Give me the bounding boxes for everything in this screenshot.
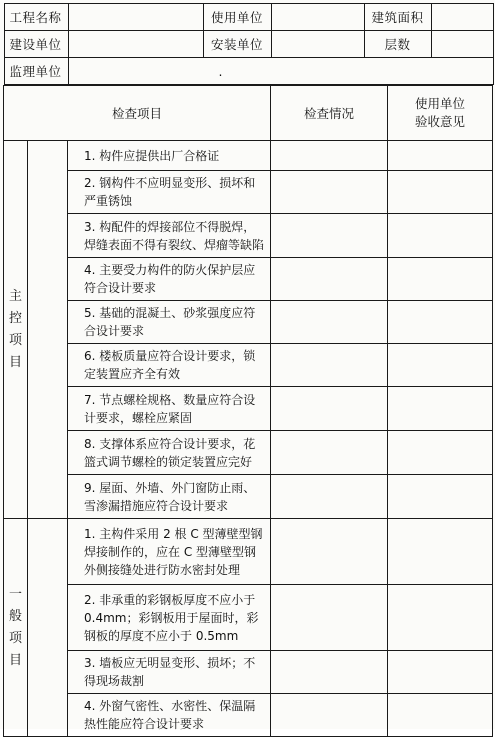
main-item-5: 5. 基础的混凝土、砂浆强度应符合设计要求 [68,301,271,344]
main-item-row [4,387,493,431]
main-item-7-opinion[interactable] [388,387,493,431]
main-item-2-status[interactable] [271,171,388,214]
supervision-unit-value: . [218,63,223,79]
construction-unit-field[interactable] [68,31,203,58]
main-item-3-status[interactable] [271,214,388,258]
column-item: 检查项目 [4,86,271,141]
column-header-row [4,86,493,141]
floors-field[interactable] [431,31,493,58]
user-unit-field[interactable] [271,4,364,31]
main-item-7: 7. 节点螺栓规格、数量应符合设计要求，螺栓应紧固 [68,387,271,431]
project-name-label: 工程名称 [4,4,68,31]
main-item-6: 6. 楼板质量应符合设计要求，锁定装置应齐全有效 [68,344,271,387]
general-category-spacer [28,519,68,737]
general-item-row [4,519,493,585]
general-item-2: 2. 非承重的彩钢板厚度不应小于 0.4mm；彩钢板用于屋面时，彩钢板的厚度不应小于 0.5mm [68,585,271,651]
main-item-row [4,431,493,475]
main-item-5-opinion[interactable] [388,301,493,344]
general-item-row [4,651,493,694]
main-item-2: 2. 钢构件不应明显变形、损坏和严重锈蚀 [68,171,271,214]
general-item-4: 4. 外窗气密性、水密性、保温隔热性能应符合设计要求 [68,694,271,737]
main-item-row [4,475,493,519]
floors-label: 层数 [364,31,431,58]
main-item-6-status[interactable] [271,344,388,387]
main-item-9: 9. 屋面、外墙、外门窗防止雨、雪渗漏措施应符合设计要求 [68,475,271,519]
column-status: 检查情况 [271,86,388,141]
main-category-spacer [28,141,68,519]
project-name-field[interactable] [68,4,203,31]
general-item-row [4,694,493,737]
construction-unit-label: 建设单位 [4,31,68,58]
main-item-row [4,344,493,387]
column-opinion-line1: 使用单位 [414,96,465,111]
supervision-unit-label: 监理单位 [4,58,68,85]
header-row-1 [4,3,493,86]
general-item-1-status[interactable] [271,519,388,585]
main-item-9-status[interactable] [271,475,388,519]
main-item-3: 3. 构配件的焊接部位不得脱焊，焊缝表面不得有裂纹、焊瘤等缺陷 [68,214,271,258]
main-item-5-status[interactable] [271,301,388,344]
main-item-1-status[interactable] [271,141,388,171]
main-category-label: 主控项目 [4,141,28,519]
building-area-label: 建筑面积 [364,4,431,31]
main-item-2-opinion[interactable] [388,171,493,214]
building-area-field[interactable] [431,4,493,31]
main-item-8-opinion[interactable] [388,431,493,475]
header-grid [4,3,494,85]
main-item-row [4,258,493,301]
main-item-4-status[interactable] [271,258,388,301]
general-item-4-opinion[interactable] [388,694,493,737]
general-item-2-status[interactable] [271,585,388,651]
main-item-8-status[interactable] [271,431,388,475]
install-unit-label: 安装单位 [203,31,271,58]
main-item-row [4,301,493,344]
main-item-row [4,141,493,171]
column-opinion-line2: 验收意见 [414,114,465,129]
install-unit-field[interactable] [271,31,364,58]
supervision-unit-field[interactable] [68,58,493,85]
main-item-1-opinion[interactable] [388,141,493,171]
general-item-3-status[interactable] [271,651,388,694]
main-item-7-status[interactable] [271,387,388,431]
acceptance-form-table [3,3,493,737]
user-unit-label: 使用单位 [203,4,271,31]
general-item-3: 3. 墙板应无明显变形、损坏；不得现场裁割 [68,651,271,694]
column-opinion [388,86,493,141]
general-item-1: 1. 主构件采用 2 根 C 型薄壁型钢焊接制作的，应在 C 型薄壁型钢外侧接缝处进行防水密封处理 [68,519,271,585]
main-item-1: 1. 构件应提供出厂合格证 [68,141,271,171]
main-item-4-opinion[interactable] [388,258,493,301]
main-item-3-opinion[interactable] [388,214,493,258]
general-category-label: 一般项目 [4,519,28,737]
general-item-4-status[interactable] [271,694,388,737]
main-item-4: 4. 主要受力构件的防火保护层应符合设计要求 [68,258,271,301]
main-item-row [4,171,493,214]
main-item-9-opinion[interactable] [388,475,493,519]
general-item-2-opinion[interactable] [388,585,493,651]
main-item-row [4,214,493,258]
general-item-3-opinion[interactable] [388,651,493,694]
general-item-row [4,585,493,651]
main-item-8: 8. 支撑体系应符合设计要求，花篮式调节螺栓的锁定装置应完好 [68,431,271,475]
main-item-6-opinion[interactable] [388,344,493,387]
general-item-1-opinion[interactable] [388,519,493,585]
